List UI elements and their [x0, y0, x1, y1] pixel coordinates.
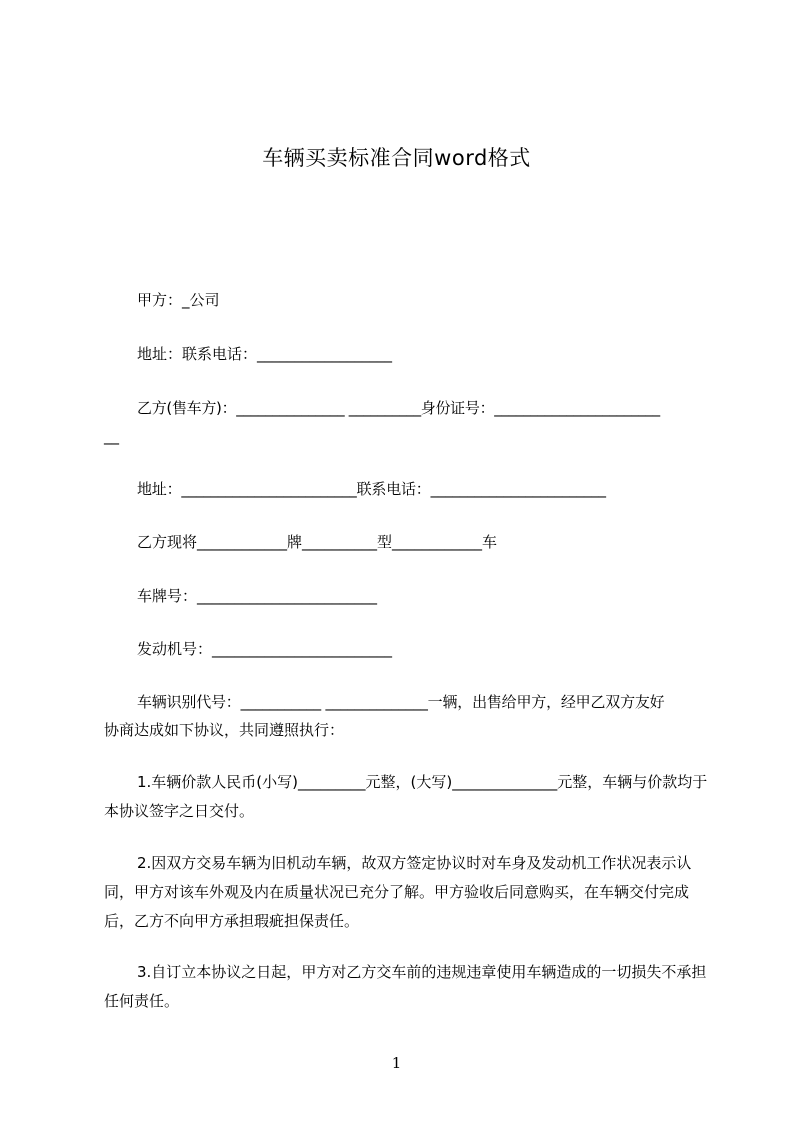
vin-line: 车辆识别代号：___________ ______________一辆，出售给甲方，经甲乙双方友好 — [137, 693, 665, 711]
plate-number-line: 车牌号：________________________ — [137, 587, 378, 605]
party-a-address-line: 地址：联系电话：__________________ — [137, 345, 393, 363]
party-b-line-continued: __ — [104, 427, 119, 445]
engine-number-line: 发动机号：________________________ — [137, 640, 393, 658]
page-number: 1 — [391, 1054, 402, 1072]
party-b-address-line: 地址：________________________联系电话：________________________ — [137, 480, 606, 498]
party-b-line: 乙方(售车方)：_______________ __________身份证号：_______________________ — [137, 399, 660, 417]
clause-2: 2.因双方交易车辆为旧机动车辆，故双方签定协议时对车身及发动机工作状况表示认同，甲方对该车外观及内在质量状况已充分了解。甲方验收后同意购买，在车辆交付完成后，乙方不向甲方承担瑕疵担保责任。 — [104, 854, 692, 930]
clause-3: 3.自订立本协议之日起，甲方对乙方交车前的违规违章使用车辆造成的一切损失不承担任何责任。 — [104, 963, 707, 1010]
vin-line-continued: 协商达成如下协议，共同遵照执行： — [104, 721, 345, 739]
clause-1: 1.车辆价款人民币(小写)_________元整，(大写)______________元整，车辆与价款均于本协议签字之日交付。 — [104, 773, 708, 820]
vehicle-line: 乙方现将____________牌__________型____________车 — [137, 533, 498, 551]
document-title: 车辆买卖标准合同word格式 — [262, 146, 531, 170]
party-a-line: 甲方：_公司 — [137, 291, 220, 309]
